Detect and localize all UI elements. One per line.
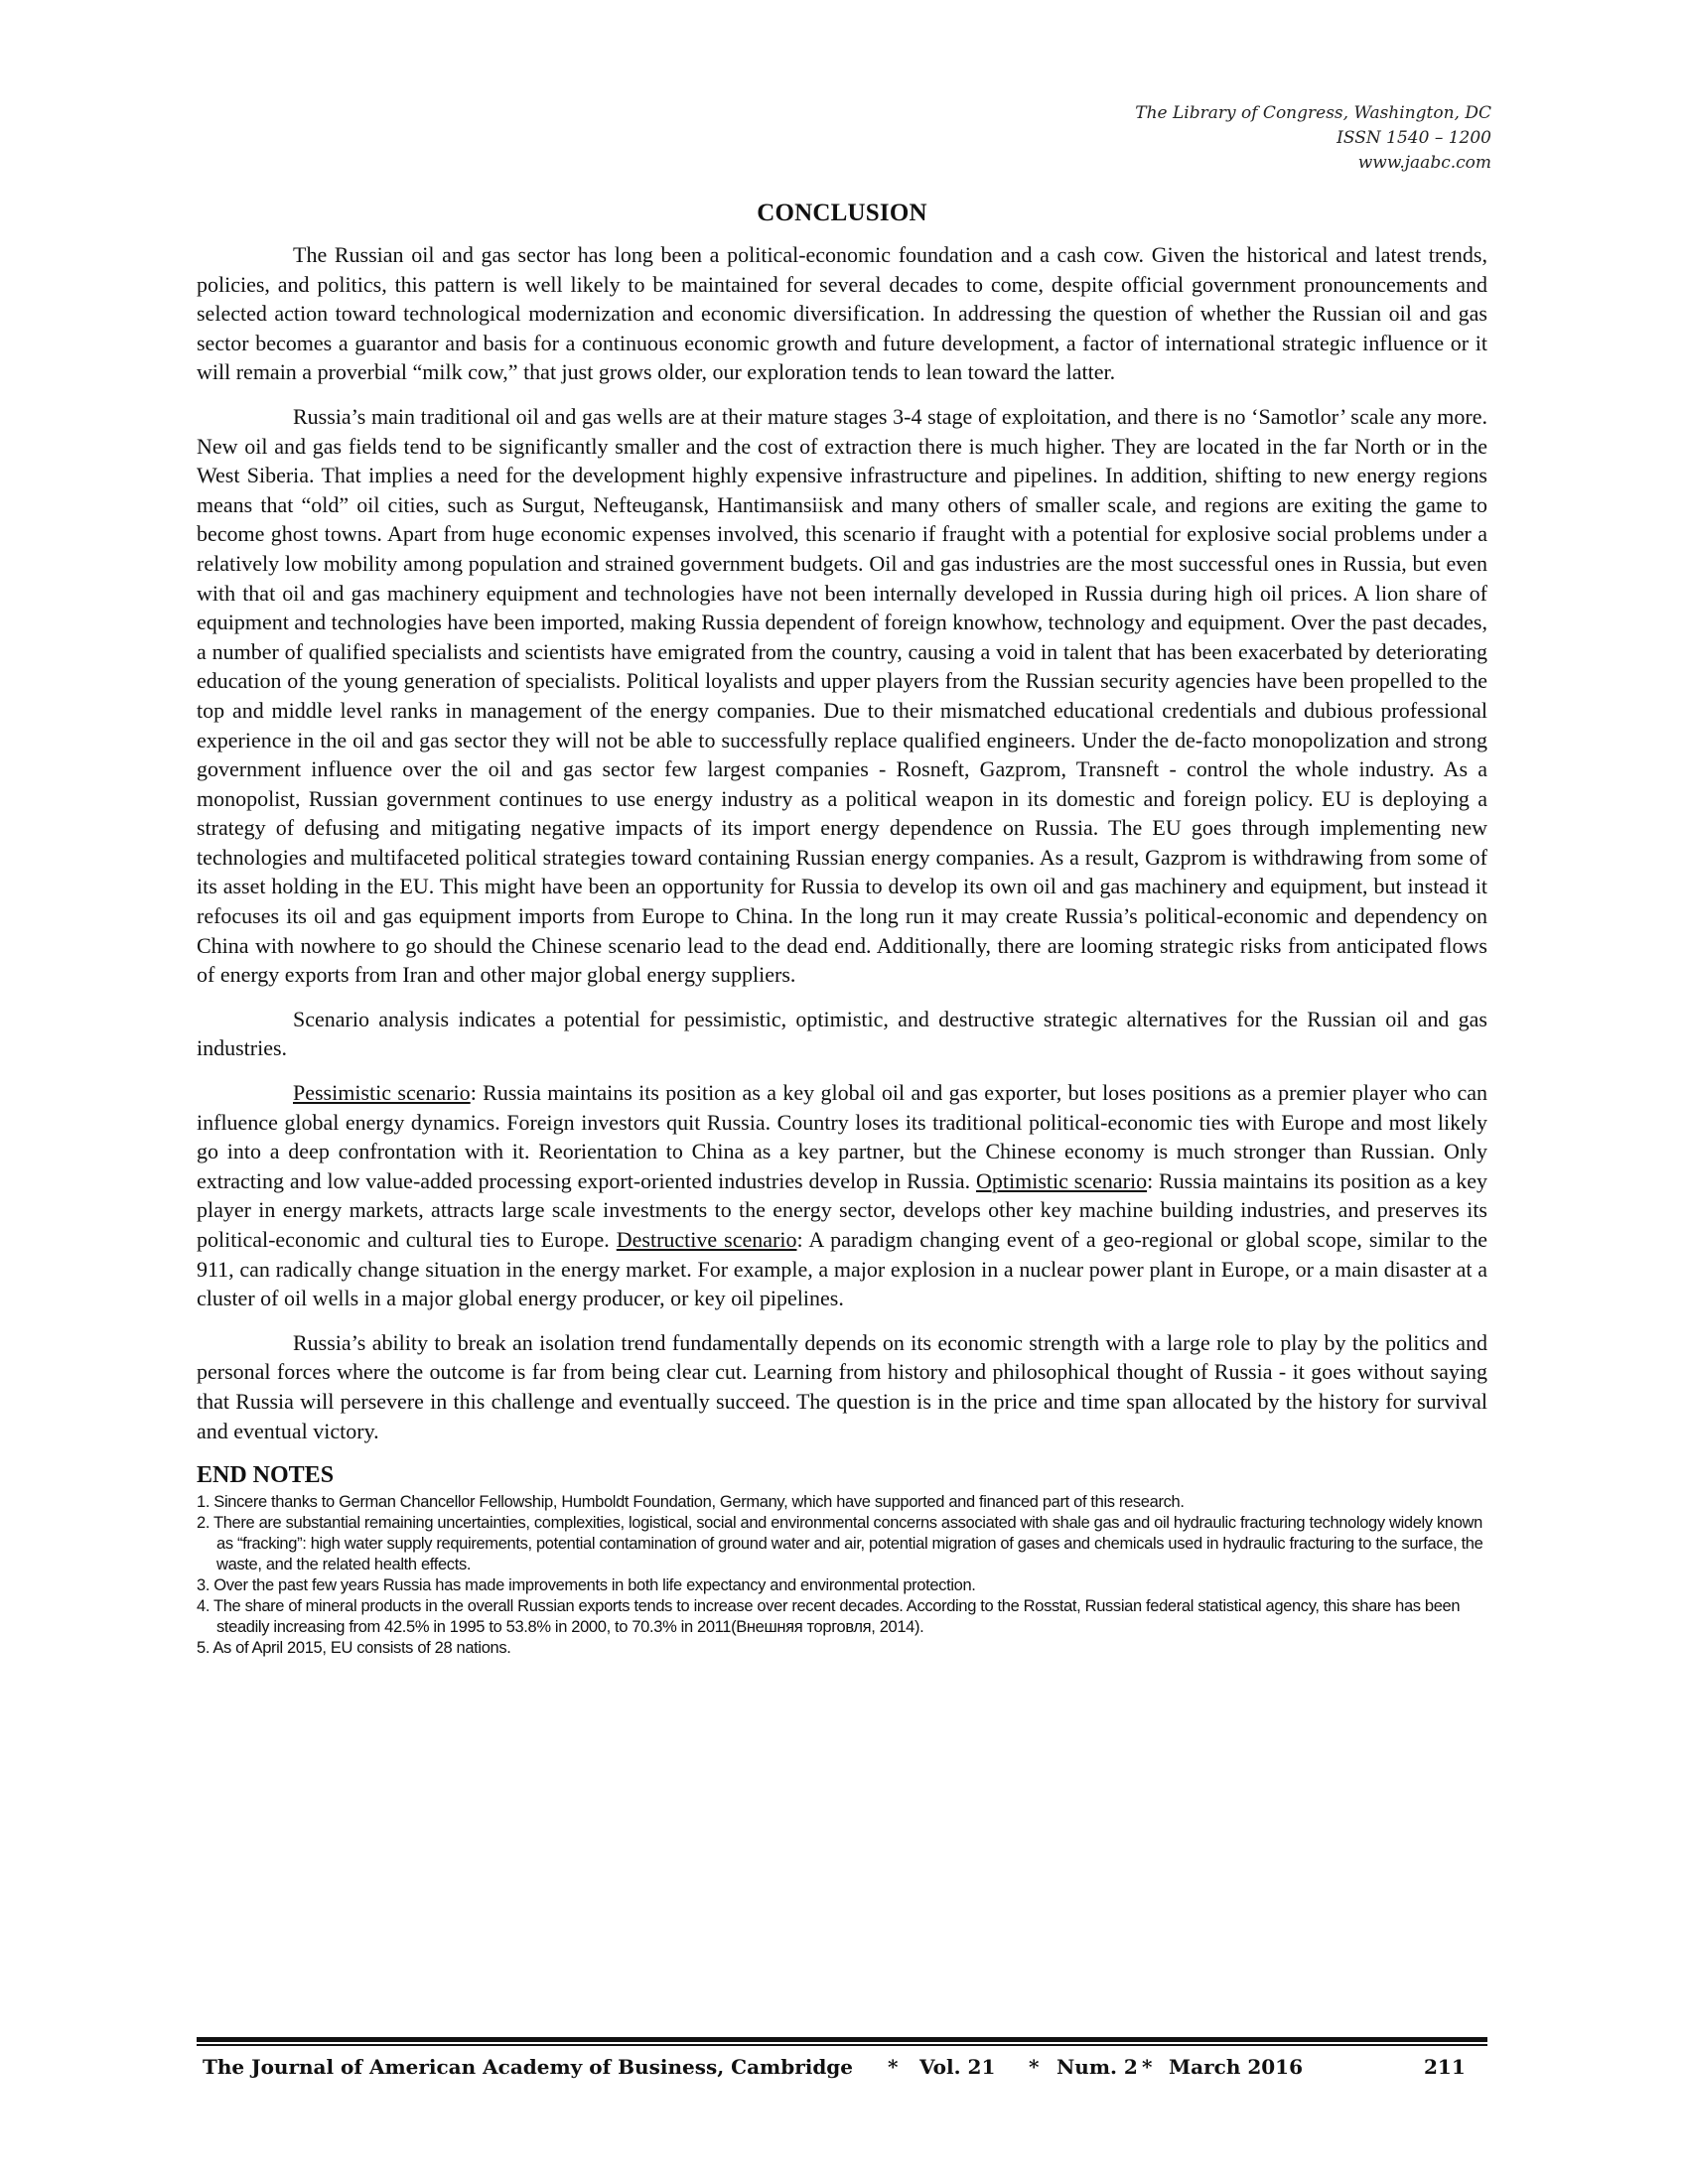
conclusion-heading: CONCLUSION [757,200,927,226]
footer-number: Num. 2 [1056,2055,1138,2079]
footer-separator: * [1142,2055,1153,2079]
endnote-item: 4. The share of mineral products in the overall Russian exports tends to increase over recent decades. According to the Rosstat, Russian federal statistical agency, this share has been steadily increasing from 42.5% in 1995 to 53.8% in 2000, to 70.3% in 2011(Внешняя торговля, 2014). [197,1597,1461,1637]
header-library-line: The Library of Congress, Washington, DC [1135,103,1491,123]
optimistic-scenario-label: Optimistic scenario [976,1167,1148,1193]
destructive-scenario-text: : A paradigm changing event of a geo-regional or global scope, similar to the 911, can radically change situation in the energy market. For example, a major explosion in a nuclear power plant in Europe, or a main disaster at a cluster of oil wells in a major global energy producer, or key oil pipelines. [197,1227,1488,1311]
endnote-item: 2. There are substantial remaining uncertainties, complexities, logistical, social and environmental concerns associated with shale gas and oil hydraulic fracturing technology widely known as “fracking”: high water supply requirements, potential contamination of ground water and air, potential migration of gases and chemicals used in hydraulic fracturing to the surface, the waste, and the related health effects. [197,1514,1483,1574]
endnote-item: 3. Over the past few years Russia has made improvements in both life expectancy and environmental protection. [197,1576,976,1595]
footer-journal-name: The Journal of American Academy of Business, Cambridge [203,2055,854,2079]
conclusion-paragraph-1: The Russian oil and gas sector has long been a political-economic foundation and a cash cow. Given the historical and latest trends, policies, and politics, this pattern is well likely to be maintained for several decades to come, despite official government pronouncements and selected action toward technological modernization and economic diversification. In addressing the question of whether the Russian oil and gas sector becomes a guarantor and basis for a continuous economic growth and future development, a factor of international strategic influence or it will remain a proverbial “milk cow,” that just grows older, our exploration tends to lean toward the latter. [197,242,1487,385]
header-issn-line: ISSN 1540 – 1200 [1336,128,1491,148]
endnotes-heading: END NOTES [197,1462,335,1489]
pessimistic-scenario-text: : Russia maintains its position as a key global oil and gas exporter, but loses positions as a premier player who can influence global energy dynamics. Foreign investors quit Russia. Country loses its traditional political-economic ties with Europe and most likely go into a deep confrontation with it. Reorientation to China as a key partner, but the Chinese economy is much stronger than Russian. Only extracting and low value-added processing export-oriented industries develop in Russia. [197,1080,1487,1193]
footer-separator: * [888,2055,899,2079]
endnote-item: 1. Sincere thanks to German Chancellor Fellowship, Humboldt Foundation, Germany, which have supported and financed part of this research. [197,1493,1185,1512]
footer-date: March 2016 [1169,2055,1303,2079]
destructive-scenario-label: Destructive scenario [616,1227,797,1252]
running-header [1135,101,1491,176]
optimistic-scenario-text: : Russia maintains its position as a key player in energy markets, attracts large scale investments to the energy sector, develops other key machine building industries, and preserves its political-economic and cultural ties to Europe. [197,1167,1487,1252]
footer-rule-thin [197,2044,1487,2046]
conclusion-paragraph-5: Russia’s ability to break an isolation trend fundamentally depends on its economic strength with a large role to play by the politics and personal forces where the outcome is far from being clear cut. Learning from history and philosophical thought of Russia - it goes without saying that Russia will persevere in this challenge and eventually succeed. The question is in the price and time span allocated by the history for survival and eventual victory. [197,1329,1487,1443]
header-website-line: www.jaabc.com [1357,153,1491,173]
conclusion-paragraph-2: Russia’s main traditional oil and gas wells are at their mature stages 3-4 stage of exploitation, and there is no ‘Samotlor’ scale any more. New oil and gas fields tend to be significantly smaller and the cost of extraction there is much higher. They are located in the far North or in the West Siberia. That implies a need for the development highly expensive infrastructure and pipelines. In addition, shifting to new energy regions means that “old” oil cities, such as Surgut, Nefteugansk, Hantimansiisk and many others of smaller scale, and regions are exiting the game to become ghost towns. Apart from huge economic expenses involved, this scenario if fraught with a potential for explosive social problems under a relatively low mobility among population and strained government budgets. Oil and gas industries are the most successful ones in Russia, but even with that oil and gas machinery equipment and technologies have not been internally developed in Russia during high oil prices. A lion share of equipment and technologies have been imported, making Russia dependent of foreign knowhow, technology and equipment. Over the past decades, a number of qualified specialists and scientists have emigrated from the country, causing a void in talent that has been exacerbated by deteriorating education of the young generation of specialists. Political loyalists and upper players from the Russian security agencies have been propelled to the top and middle level ranks in management of the energy companies. Due to their mismatched educational credentials and dubious professional experience in the oil and gas sector they will not be able to successfully replace qualified engineers. Under the de-facto monopolization and strong government influence over the oil and gas sector few largest companies - Rosneft, Gazprom, Transneft - control the whole industry. As a monopolist, Russian government continues to use energy industry as a political weapon in its domestic and foreign policy. EU is deploying a strategy of defusing and mitigating negative impacts of its import energy dependence on Russia. The EU goes through implementing new technologies and multifaceted political strategies toward containing Russian energy companies. As a result, Gazprom is withdrawing from some of its asset holding in the EU. This might have been an opportunity for Russia to develop its own oil and gas machinery and equipment, but instead it refocuses its oil and gas equipment imports from Europe to China. In the long run it may create Russia’s political-economic and dependency on China with nowhere to go should the Chinese scenario lead to the dead end. Additionally, there are looming strategic risks from anticipated flows of energy exports from Iran and other major global energy suppliers. [197,403,1487,988]
footer-volume: Vol. 21 [919,2055,996,2079]
footer-separator: * [1029,2055,1040,2079]
page-number: 211 [1424,2055,1466,2079]
body-column [197,197,1487,1659]
endnotes-list [197,1492,1487,1659]
scenarios-paragraph [197,1078,1487,1313]
footer-rule-thick [197,2037,1487,2042]
endnote-item: 5. As of April 2015, EU consists of 28 nations. [197,1639,511,1658]
pessimistic-scenario-label: Pessimistic scenario [293,1080,471,1106]
conclusion-paragraph-3: Scenario analysis indicates a potential for pessimistic, optimistic, and destructive strategic alternatives for the Russian oil and gas industries. [197,1006,1487,1061]
